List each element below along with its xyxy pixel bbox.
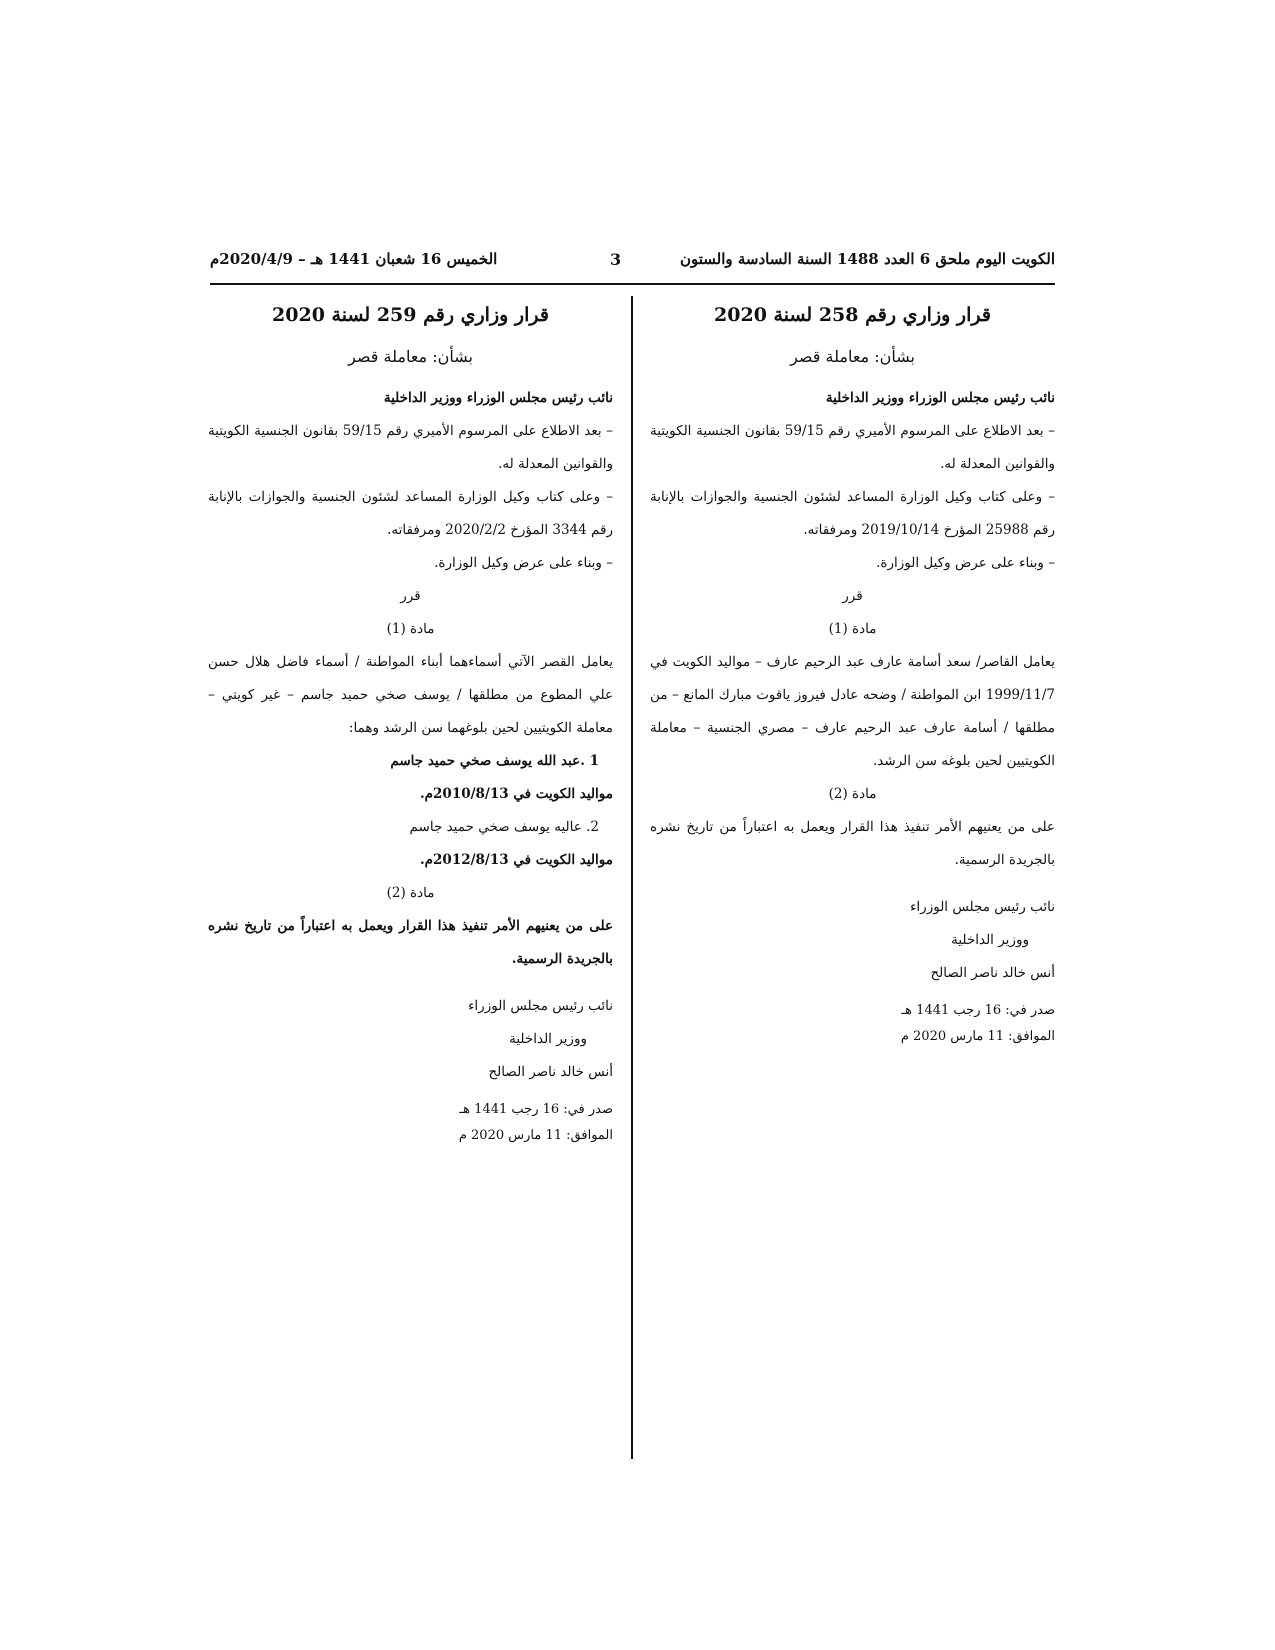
decision-259-subject: بشأن: معاملة قصر bbox=[348, 347, 473, 366]
decision-258-title: قرار وزاري رقم 258 لسنة 2020 bbox=[714, 304, 991, 326]
decision-258-sig-line-2: ووزير الداخلية bbox=[951, 932, 1029, 948]
header-date: الخميس 16 شعبان 1441 هـ – 2020/4/9م bbox=[210, 250, 498, 268]
decision-259-issued-hijri: صدر في: 16 رجب 1441 هـ bbox=[459, 1102, 613, 1117]
decision-259-article-1-text: يعامل القصر الآتي أسماءهما أبناء المواطنة / أسماء فاضل هلال حسن علي المطوع من مطلقها / يوسف صخي حميد جاسم – غير كويتي – معاملة الكويتيين لحين بلوغهما سن الرشد وهما: bbox=[208, 654, 613, 736]
decision-259-signature bbox=[208, 990, 613, 1089]
page-header bbox=[210, 250, 1055, 280]
decision-258-issue-date bbox=[650, 998, 1055, 1050]
decision-259-article-2-label: مادة (2) bbox=[386, 885, 435, 901]
decision-258-issuer: نائب رئيس مجلس الوزراء ووزير الداخلية bbox=[825, 390, 1055, 406]
decision-259-recital-2: – وعلى كتاب وكيل الوزارة المساعد لشئون الجنسية والجوازات بالإنابة رقم 3344 المؤرخ 2020/2/2 ومرفقاته. bbox=[208, 489, 613, 538]
page-number: 3 bbox=[610, 250, 622, 269]
decision-258-article-2-text: على من يعنيهم الأمر تنفيذ هذا القرار ويعمل به اعتباراً من تاريخ نشره بالجريدة الرسمية. bbox=[650, 819, 1055, 868]
decision-259-minor-1-name: 1 .عبد الله يوسف صخي حميد جاسم bbox=[390, 753, 599, 769]
decision-259-column bbox=[208, 300, 613, 1149]
decision-258-article-2-label: مادة (2) bbox=[828, 786, 877, 802]
decision-258-sig-name: أنس خالد ناصر الصالح bbox=[930, 965, 1055, 981]
decision-258-article-1-label: مادة (1) bbox=[828, 621, 877, 637]
decision-258-recital-1: – بعد الاطلاع على المرسوم الأميري رقم 59/15 بقانون الجنسية الكويتية والقوانين المعدلة له. bbox=[650, 423, 1055, 472]
decision-259-sig-line-2: ووزير الداخلية bbox=[509, 1031, 587, 1047]
decision-259-issued-gregorian: الموافق: 11 مارس 2020 م bbox=[458, 1128, 613, 1143]
decision-259-article-2-text: على من يعنيهم الأمر تنفيذ هذا القرار ويعمل به اعتباراً من تاريخ نشره بالجريدة الرسمية. bbox=[208, 918, 613, 967]
decision-258-decided: قرر bbox=[842, 588, 863, 604]
decision-258-recital-2: – وعلى كتاب وكيل الوزارة المساعد لشئون الجنسية والجوازات بالإنابة رقم 25988 المؤرخ 2019/10/14 ومرفقاته. bbox=[650, 489, 1055, 538]
decision-259-recital-1: – بعد الاطلاع على المرسوم الأميري رقم 59/15 بقانون الجنسية الكويتية والقوانين المعدلة له. bbox=[208, 423, 613, 472]
decision-258-issued-hijri: صدر في: 16 رجب 1441 هـ bbox=[901, 1003, 1055, 1018]
decision-259-minor-1-birth: مواليد الكويت في 2010/8/13م. bbox=[419, 786, 613, 802]
decision-259-article-1-label: مادة (1) bbox=[386, 621, 435, 637]
decision-258-column bbox=[650, 300, 1055, 1050]
decision-259-issue-date bbox=[208, 1097, 613, 1149]
decision-259-issuer: نائب رئيس مجلس الوزراء ووزير الداخلية bbox=[383, 390, 613, 406]
header-publication: الكويت اليوم ملحق 6 العدد 1488 السنة السادسة والستون bbox=[679, 250, 1055, 268]
decision-258-article-1-text: يعامل القاصر/ سعد أسامة عارف عبد الرحيم عارف – مواليد الكويت في 1999/11/7 ابن المواطنة / وضحه عادل فيروز ياقوت مبارك المانع – من مطلقها / أسامة عارف عبد الرحيم عارف – مصري الجنسية – معاملة الكويتيين لحين بلوغه سن الرشد. bbox=[650, 654, 1055, 769]
decision-258-issued-gregorian: الموافق: 11 مارس 2020 م bbox=[900, 1029, 1055, 1044]
column-divider bbox=[631, 296, 633, 1459]
decision-258-sig-line-1: نائب رئيس مجلس الوزراء bbox=[910, 899, 1055, 915]
decision-259-recital-3: – وبناء على عرض وكيل الوزارة. bbox=[434, 555, 613, 571]
decision-259-sig-name: أنس خالد ناصر الصالح bbox=[488, 1064, 613, 1080]
decision-258-subject: بشأن: معاملة قصر bbox=[790, 347, 915, 366]
decision-258-recital-3: – وبناء على عرض وكيل الوزارة. bbox=[876, 555, 1055, 571]
decision-259-minor-2-name: 2. عاليه يوسف صخي حميد جاسم bbox=[409, 819, 599, 835]
header-rule bbox=[210, 283, 1055, 285]
decision-259-minor-2-birth: مواليد الكويت في 2012/8/13م. bbox=[419, 852, 613, 868]
decision-259-title: قرار وزاري رقم 259 لسنة 2020 bbox=[272, 304, 549, 326]
decision-259-decided: قرر bbox=[400, 588, 421, 604]
decision-259-sig-line-1: نائب رئيس مجلس الوزراء bbox=[468, 998, 613, 1014]
decision-258-signature bbox=[650, 891, 1055, 990]
